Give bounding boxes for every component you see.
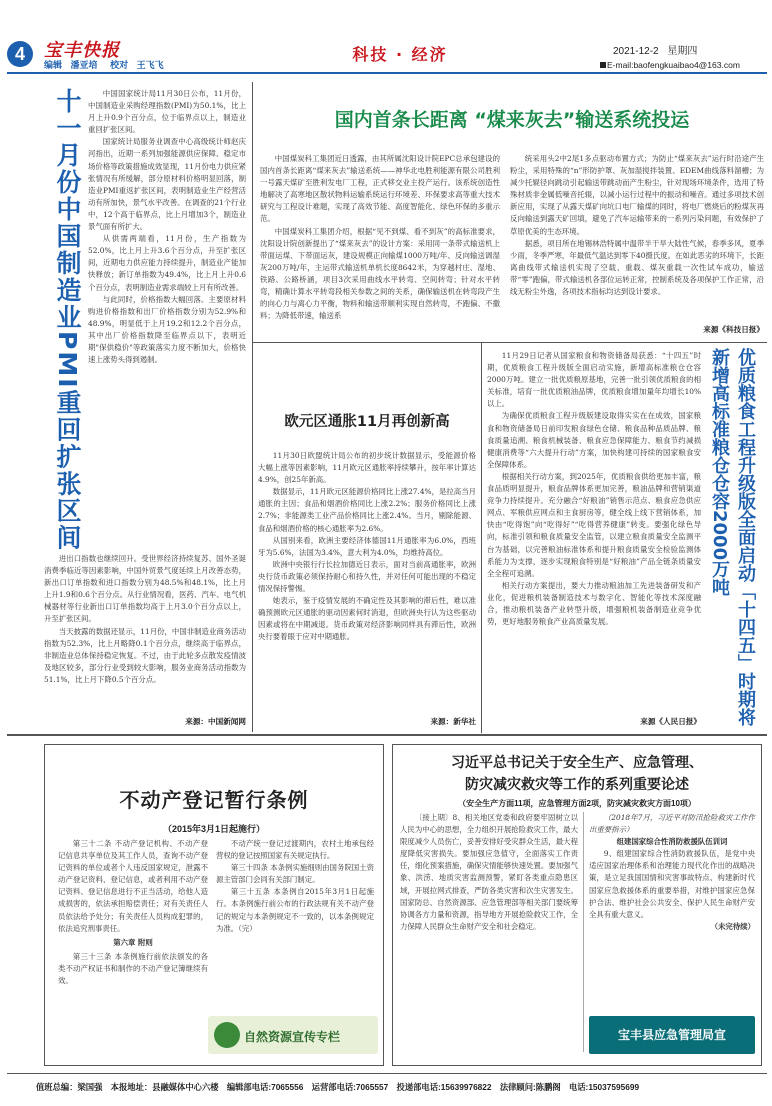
proofreader-name: 王飞飞 [136,60,164,70]
xi-para: 9、组建国家综合性消防救援队伍，是党中央适应国家治理体系和治理能力现代化作出的战略决策，是立足我国国情和灾害事故特点、构建新时代国家应急救援体系的重要举措，对维护国家应急保护合法、维护社会公共安全、保护人民生命财产安全具有重大意义。 [589,849,755,919]
pmi-para: 国家统计局服务业调查中心高级统计师赵庆河指出，近期一系列加强能源供应保障、稳定市场价格等政策措施成效显现，11月份电力供应紧张情况有所缓解，部分原材料价格明显回落，制造业PMI重返扩张区间，表明制造业生产经营活动有所加快，景气水平改善。在调查的21个行业中，12个高于临界点，比上月增加3个，制造业景气面有所扩大。 [88,137,246,232]
coal-para: 中国煤炭科工集团近日透露，由其所属沈阳设计院EPC总承包建设的国内首条长距离“煤来灰去”输送系统——神华北电胜利能源有限公司胜利一号露天煤矿至胜利发电厂工程，正式移交业主投产运行。该系统创造性地解决了高寒地区散状物料运输系统运行环境差、环保要求高等重大技术研究与工程设计难题，实现了高效节能、高度智能化、绿色环保的多重示范。 [260,154,500,224]
xi-subtitle: （安全生产方面11项，应急管理方面2项，防灾减灾救灾方面10项） [458,799,696,808]
date: 2021-12-2 [613,46,659,57]
xi-title-line1: 习近平总书记关于安全生产、应急管理、 [451,755,703,771]
weekday: 星期四 [667,46,698,57]
law-para: 第三十二条 不动产登记机构、不动产登记信息共享单位及其工作人员，查询不动产登记资料的单位或者个人违反国家规定，泄露不动产登记资料、登记信息，或者利用不动产登记资料、登记信息进行不正当活动，给他人造成损害的，依法承担赔偿责任；对有关责任人员依法给予处分；有关责任人员构成犯罪的，依法追究刑事责任。 [58,839,208,933]
law-body-col1 [58,838,208,1048]
email-square-icon [600,62,606,68]
pmi-para: 中国国家统计局11月30日公布，11月份，中国制造业采购经理指数(PMI)为50.1%，比上月上升0.9个百分点，位于临界点以上，制造业重回扩张区间。 [88,89,246,135]
euro-para: 从国别来看，欧洲主要经济体德国11月通胀率为6.0%，西班牙为5.6%，法国为3.4%，意大利为4.0%，均维持高位。 [258,535,476,557]
grain-body [487,350,701,715]
xi-title-line2: 防灾减灾救灾等工作的系列重要论述 [465,777,689,793]
footer-info: 值班总编：梁国强 本报地址：县融媒体中心六楼 编辑部电话:7065556 运营部电话:7065557 投递部电话:15639976822 法律顾问:陈鹏阁 电话:15037595699 [36,1082,640,1092]
coal-para: 据悉，项目所在地锡林浩特属中温带半干旱大陆性气候，春季多风，夏季少雨，冬季严寒，年最低气温达到零下40摄氏度。在如此恶劣的环境下，长距离曲线带式输送机实现了空载、重载、煤灰重载一次性试车成功，输送带“零”跑偏，带式输送机各部位运转正常，控制系统及各项保护工作正常，沿线无粉尘外逸，各项技术指标均达到设计要求。 [510,238,764,297]
euro-body [258,450,476,720]
xi-body-col1 [400,812,578,1052]
pmi-body-col1 [88,88,246,548]
xi-heading: 组建国家综合性消防救援队伍训词 [616,837,728,847]
coal-title: 国内首条长距离 “煤来灰去”输送系统投运 [334,109,690,131]
coal-body-col2 [510,153,764,338]
middle-bottom-rule [7,734,767,736]
grain-para: 相关行动方案提出，要大力推动粮油加工先进装备研发和产业化，促进粮机装备制造技术与数字化、智能化等技术深度融合，推动粮机装备产业转型升级，增强粮机装备制造业竞争优势，更好地服务粮食产业高质量发展。 [487,580,701,627]
editor-line [44,58,164,71]
xi-col-divider [583,812,584,1052]
pmi-title: 十一月份中国制造业PMI重回扩张区间 [53,88,82,552]
coal-source: 来源《科技日报》 [703,325,764,334]
page-number-badge: 4 [7,41,33,67]
vertical-rule-left [252,82,253,732]
coal-bottom-rule [253,342,767,343]
law-para: 第三十三条 本条例施行前依法颁发的各类不动产权证书和制作的不动产登记簿继续有效。 [58,951,208,986]
law-para: 第三十五条 本条例自2015年3月1日起施行。本条例施行前公布的行政法规有关不动产登记的规定与本条例规定不一致的，以本条例规定为准。（完） [216,887,374,933]
section-title: 科技 · 经济 [352,45,448,64]
header-rule [7,72,767,74]
law-chapter: 第六章 附则 [113,937,153,947]
grain-para: 11月29日记者从国家粮食和物资储备局获悉：“十四五”时期，优质粮食工程升级版全面启动实施，新增高标准粮仓仓容2000万吨。建立一批优质粮原基地，完善一批引领优质粮食的相关标准，培育一批优质粮油品牌，优质粮食增加量年均增长10%以上。 [487,351,701,409]
email-line [600,60,740,70]
pmi-body-wide [44,553,246,733]
euro-para: 11月30日欧盟统计局公布的初步统计数据显示，受能源价格大幅上涨等因素影响，11月欧元区通胀率持续攀升，按年率计算达4.9%，创25年新高。 [258,451,476,485]
coal-para: 中国煤炭科工集团介绍，根据“见不到煤、看不到灰”的高标准要求，沈阳设计院创新提出了“煤来灰去”的设计方案：采用同一条带式输送机上带面运煤、下带面运灰，建设规模正向输煤1000万吨/年、反向输送调湿灰200万吨/年，主运带式输送机单机长度8642米，为穿越村庄、湿地、铁路、公路桥涵，项目3次采用曲线水平转弯、空间转弯；针对水平转弯，精确计算水平转弯段相关参数之间的关系，确保输送机在转弯段产生的向心力与离心力平衡，物料和输送带顺利实现自然转弯，不跑偏、不撒料；为降低带速，输送系 [260,226,500,321]
leaf-emblem-icon [214,1022,240,1048]
grain-source: 来源《人民日报》 [640,717,701,726]
xi-para: 〔接上期〕8、相关地区党委和政府要牢固树立以人民为中心的思想，全力组织开展抢险救灾工作，最大限度减少人员伤亡，妥善安排好受灾群众生活，最大程度降低灾害损失。要加强应急值守，全面落实工作责任，细化预案措施，确保灾情能够快速处置。要加强气象、洪涝、地质灾害监测预警，紧盯各类重点隐患区域，开展拉网式排查，严防各类灾害和次生灾害发生。国家防总、自然资源部、应急管理部等相关部门要统筹协调各方力量和资源，指导地方开展抢险救灾工作，全力保障人民群众生命财产安全和社会稳定。 [400,813,578,931]
pmi-para: 从供需两端看，11月份，生产指数为52.0%，比上月上升3.6个百分点，升至扩张区间，近期电力供应能力持续提升，制造业产能加快释放；新订单指数为49.4%，比上月上升0.6个百分点，表明制造业需求端较上月有所改善。 [88,234,246,292]
issue-date [613,42,697,57]
pmi-para: 与此同时，价格指数大幅回落。主要原材料购进价格指数和出厂价格指数分别为52.9%和48.9%，明显低于上月19.2和12.2个百分点，其中出厂价格指数降至临界点以下，表明近期"保供稳价"等政策落实力度不断加大，价格快速上涨势头得到遏制。 [88,294,246,365]
vertical-rule-mid [481,343,482,733]
grain-para: 为确保优质粮食工程升级版建设取得实实在在成效，国家粮食和物资储备局日前印发粮食绿色仓储、粮食品种品质品牌、粮食质量追溯、粮食机械装备、粮食应急保障能力、粮食节约减损健康消费等“六大提升行动”方案，加快构建可持续的国家粮食安全保障体系。 [487,411,701,469]
law-para: 不动产统一登记过渡期内，农村土地承包经营权的登记按照国家有关规定执行。 [216,839,374,861]
euro-source: 来源：新华社 [430,717,476,726]
coal-para: 统采用头2中2尾1多点驱动布置方式；为防止“煤来灰去”运行时沿途产生粉尘，采用特殊的“n”形防护罩、灰加湿搅拌装置、EDEM曲线落料溜槽；为减少托辊径向跳动引起输送带跳动而产生粉尘，针对现场环境条件，选用了特殊材质非金属低噪音托辊，以减小运行过程中的振动和噪音。通过多项技术创新应用，实现了从露天煤矿向坑口电厂输煤的同时，将电厂燃烧后的粉煤灰再反向输送到露天矿回填，避免了汽车运输带来的一系列污染问题，有效保护了草原优美的生态环境。 [510,154,764,236]
euro-title: 欧元区通胀11月再创新高 [284,414,450,430]
pmi-para: 当天披露的数据还显示，11月份，中国非制造业商务活动指数为52.3%，比上月略降0.1个百分点，继续高于临界点，非制造业总体保持稳定恢复。不过，由于此轮多点散发疫情波及地区较多，部分行业受到较大影响，服务业商务活动指数为51.1%，比上月下降0.5个百分点。 [44,626,246,684]
law-banner [208,1016,378,1054]
xi-body-col2 [589,812,755,1002]
law-para: 第三十四条 本条例实施细则由国务院国土资源主管部门会同有关部门制定。 [216,863,374,885]
footer-rule [7,1073,767,1074]
xi-source: （未完待续） [710,921,755,931]
grain-title: 优质粮食工程升级版全面启动「十四五」时期将新增高标准粮仓仓容2000万吨 [709,348,756,726]
pmi-para: 进出口指数也继续回升。受世界经济持续复苏、国外圣诞消费季临近等因素影响，中国外贸景气度延续上月改善态势，新出口订单指数和进口指数分别为48.5%和48.1%，比上月上升1.9和0.6个百分点。从行业情况看，医药、汽车、电气机械器材等行业新出口订单指数均高于上月3.0个百分点以上，升至扩张区间。 [44,554,246,624]
xi-note: （2018年7月，习近平对防汛抢险救灾工作作出重要指示） [589,813,755,835]
grain-para: 根据相关行动方案，到2025年，优质粮食供给更加丰富，粮食品质明显提升，粮食品牌体系更加完善，粮油品牌和营销渠道竞争力持续提升。充分融合“好粮油”销售示范点、粮食应急供应网点、军粮供应网点和主食厨房等，健全线上线下营销体系，加快由“吃得饱”向“吃得好”“吃得营养健康”转变。要强化绿色导向，标准引领和粮食质量安全监管，以建立粮食质量安全监测平台为基础，以完善粮油标准体系和提升粮食质量安全检验监测体系能力为支撑，逐步实现粮食特别是“好粮油”产品全链条质量安全全程可追溯。 [487,471,701,578]
euro-para: 欧洲中央银行行长拉加德近日表示，面对当前高通胀率，欧洲央行货币政策必须保持耐心和持久性，并对任何可能出现的不稳定情况保持警惕。 [258,559,476,594]
xi-stamp-banner: 宝丰县应急管理局宣 [589,1016,755,1054]
pmi-source: 来源：中国新闻网 [185,717,246,726]
law-body-col2 [216,838,374,1018]
coal-body-col1 [260,153,500,338]
euro-para: 她表示，鉴于疫情发展的不确定性及其影响的滞后性，难以准确预测欧元区通胀的驱动因素何时消退，但欧洲央行认为这些驱动因素或将在中期减退。货币政策对经济影响同样具有滞后性，欧洲央行要着眼于应对中期通胀。 [258,596,476,642]
editor-label: 编辑 [44,60,63,70]
banner-text: 自然资源宣传专栏 [244,1030,341,1044]
euro-para: 数据显示，11月欧元区能源价格同比上涨27.4%，是拉高当月通胀的主因；食品和烟酒价格同比上涨2.2%；服务价格同比上涨2.7%；非能源类工业产品价格同比上涨2.4%。当月，剔除能源、食品和烟酒价格的核心通胀率为2.6%。 [258,487,476,533]
proof-label: 校对 [110,60,129,70]
law-subtitle: （2015年3月1日起施行） [162,824,266,834]
paper-name-logo: 宝丰快报 [44,40,120,61]
law-title: 不动产登记暂行条例 [119,788,309,812]
email: E-mail:baofengkuaibao4@163.com [607,60,740,70]
editor-name: 潘亚培 [70,60,98,70]
